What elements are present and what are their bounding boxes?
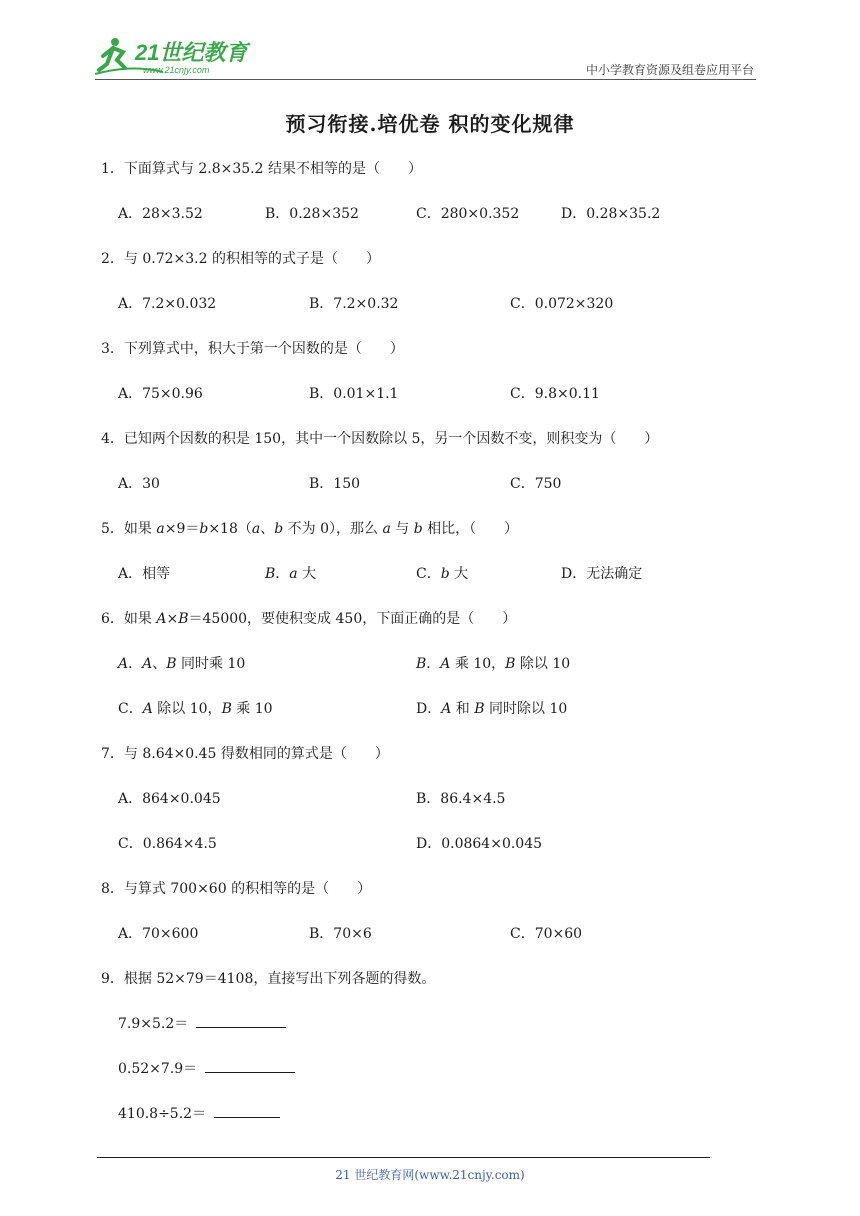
page-title: 预习衔接.培优卷 积的变化规律 [285, 112, 575, 136]
q1-option-a: A．28×3.52 [118, 206, 203, 222]
q2-option-b: B．7.2×0.32 [309, 296, 399, 312]
q9-item-1 [118, 1013, 286, 1033]
q5-option-b: B．a 大 [265, 566, 317, 582]
q5-option-a: A．相等 [118, 566, 171, 582]
q5-option-d: D．无法确定 [561, 566, 643, 582]
q8-option-a: A．70×600 [118, 926, 199, 942]
header-divider [95, 79, 756, 80]
q7-option-d: D．0.0864×0.045 [416, 836, 543, 852]
q8-option-c: C．70×60 [510, 926, 583, 942]
question-9: 9．根据 52×79＝4108，直接写出下列各题的得数。 [101, 971, 436, 987]
q1-option-b: B．0.28×352 [265, 206, 359, 222]
question-2: 2．与 0.72×3.2 的积相等的式子是（ ） [101, 251, 380, 267]
answer-blank[interactable] [214, 1103, 280, 1118]
question-8: 8．与算式 700×60 的积相等的是（ ） [101, 881, 372, 897]
q6-option-b: B．A 乘 10，B 除以 10 [416, 656, 571, 672]
q2-option-c: C．0.072×320 [510, 296, 614, 312]
question-5: 5．如果 a×9＝b×18（a、b 不为 0），那么 a 与 b 相比，（ ） [101, 521, 519, 537]
q9-item-2 [118, 1058, 295, 1078]
q6-option-d: D．A 和 B 同时除以 10 [416, 701, 568, 717]
answer-blank[interactable] [196, 1013, 286, 1028]
q4-option-c: C．750 [510, 476, 562, 492]
question-7: 7．与 8.64×0.45 得数相同的算式是（ ） [101, 746, 389, 762]
q5-option-c: C．b 大 [416, 566, 469, 582]
q1-option-d: D．0.28×35.2 [561, 206, 661, 222]
footer-text[interactable]: 21 世纪教育网(www.21cnjy.com) [335, 1168, 525, 1182]
q8-option-b: B．70×6 [309, 926, 372, 942]
q9-item-2-expr: 0.52×7.9＝ [118, 1061, 198, 1077]
q7-option-a: A．864×0.045 [118, 791, 221, 807]
q1-option-c: C．280×0.352 [416, 206, 520, 222]
q7-option-c: C．0.864×4.5 [118, 836, 217, 852]
q3-option-c: C．9.8×0.11 [510, 386, 600, 402]
footer-divider [97, 1157, 710, 1158]
question-6: 6．如果 A×B＝45000，要使积变成 450，下面正确的是（ ） [101, 611, 517, 627]
q9-item-3-expr: 410.8÷5.2＝ [118, 1106, 207, 1122]
question-4: 4．已知两个因数的积是 150，其中一个因数除以 5，另一个因数不变，则积变为（ ） [101, 431, 659, 447]
answer-blank[interactable] [205, 1058, 295, 1073]
q7-option-b: B．86.4×4.5 [416, 791, 506, 807]
q4-option-a: A．30 [118, 476, 160, 492]
header-platform-text: 中小学教育资源及组卷应用平台 [585, 63, 754, 77]
logo-url: www.21cnjy.com [143, 65, 210, 75]
logo-text: 21世纪教育 [135, 40, 248, 65]
q3-option-a: A．75×0.96 [118, 386, 203, 402]
q9-item-3 [118, 1103, 280, 1123]
question-3: 3．下列算式中，积大于第一个因数的是（ ） [101, 341, 404, 357]
site-logo [93, 34, 263, 78]
q6-option-c: C．A 除以 10，B 乘 10 [118, 701, 273, 717]
q4-option-b: B．150 [309, 476, 361, 492]
q9-item-1-expr: 7.9×5.2＝ [118, 1016, 189, 1032]
q2-option-a: A．7.2×0.032 [118, 296, 217, 312]
question-1: 1．下面算式与 2.8×35.2 结果不相等的是（ ） [101, 161, 422, 177]
q3-option-b: B．0.01×1.1 [309, 386, 399, 402]
q6-option-a: A．A、B 同时乘 10 [118, 656, 246, 672]
